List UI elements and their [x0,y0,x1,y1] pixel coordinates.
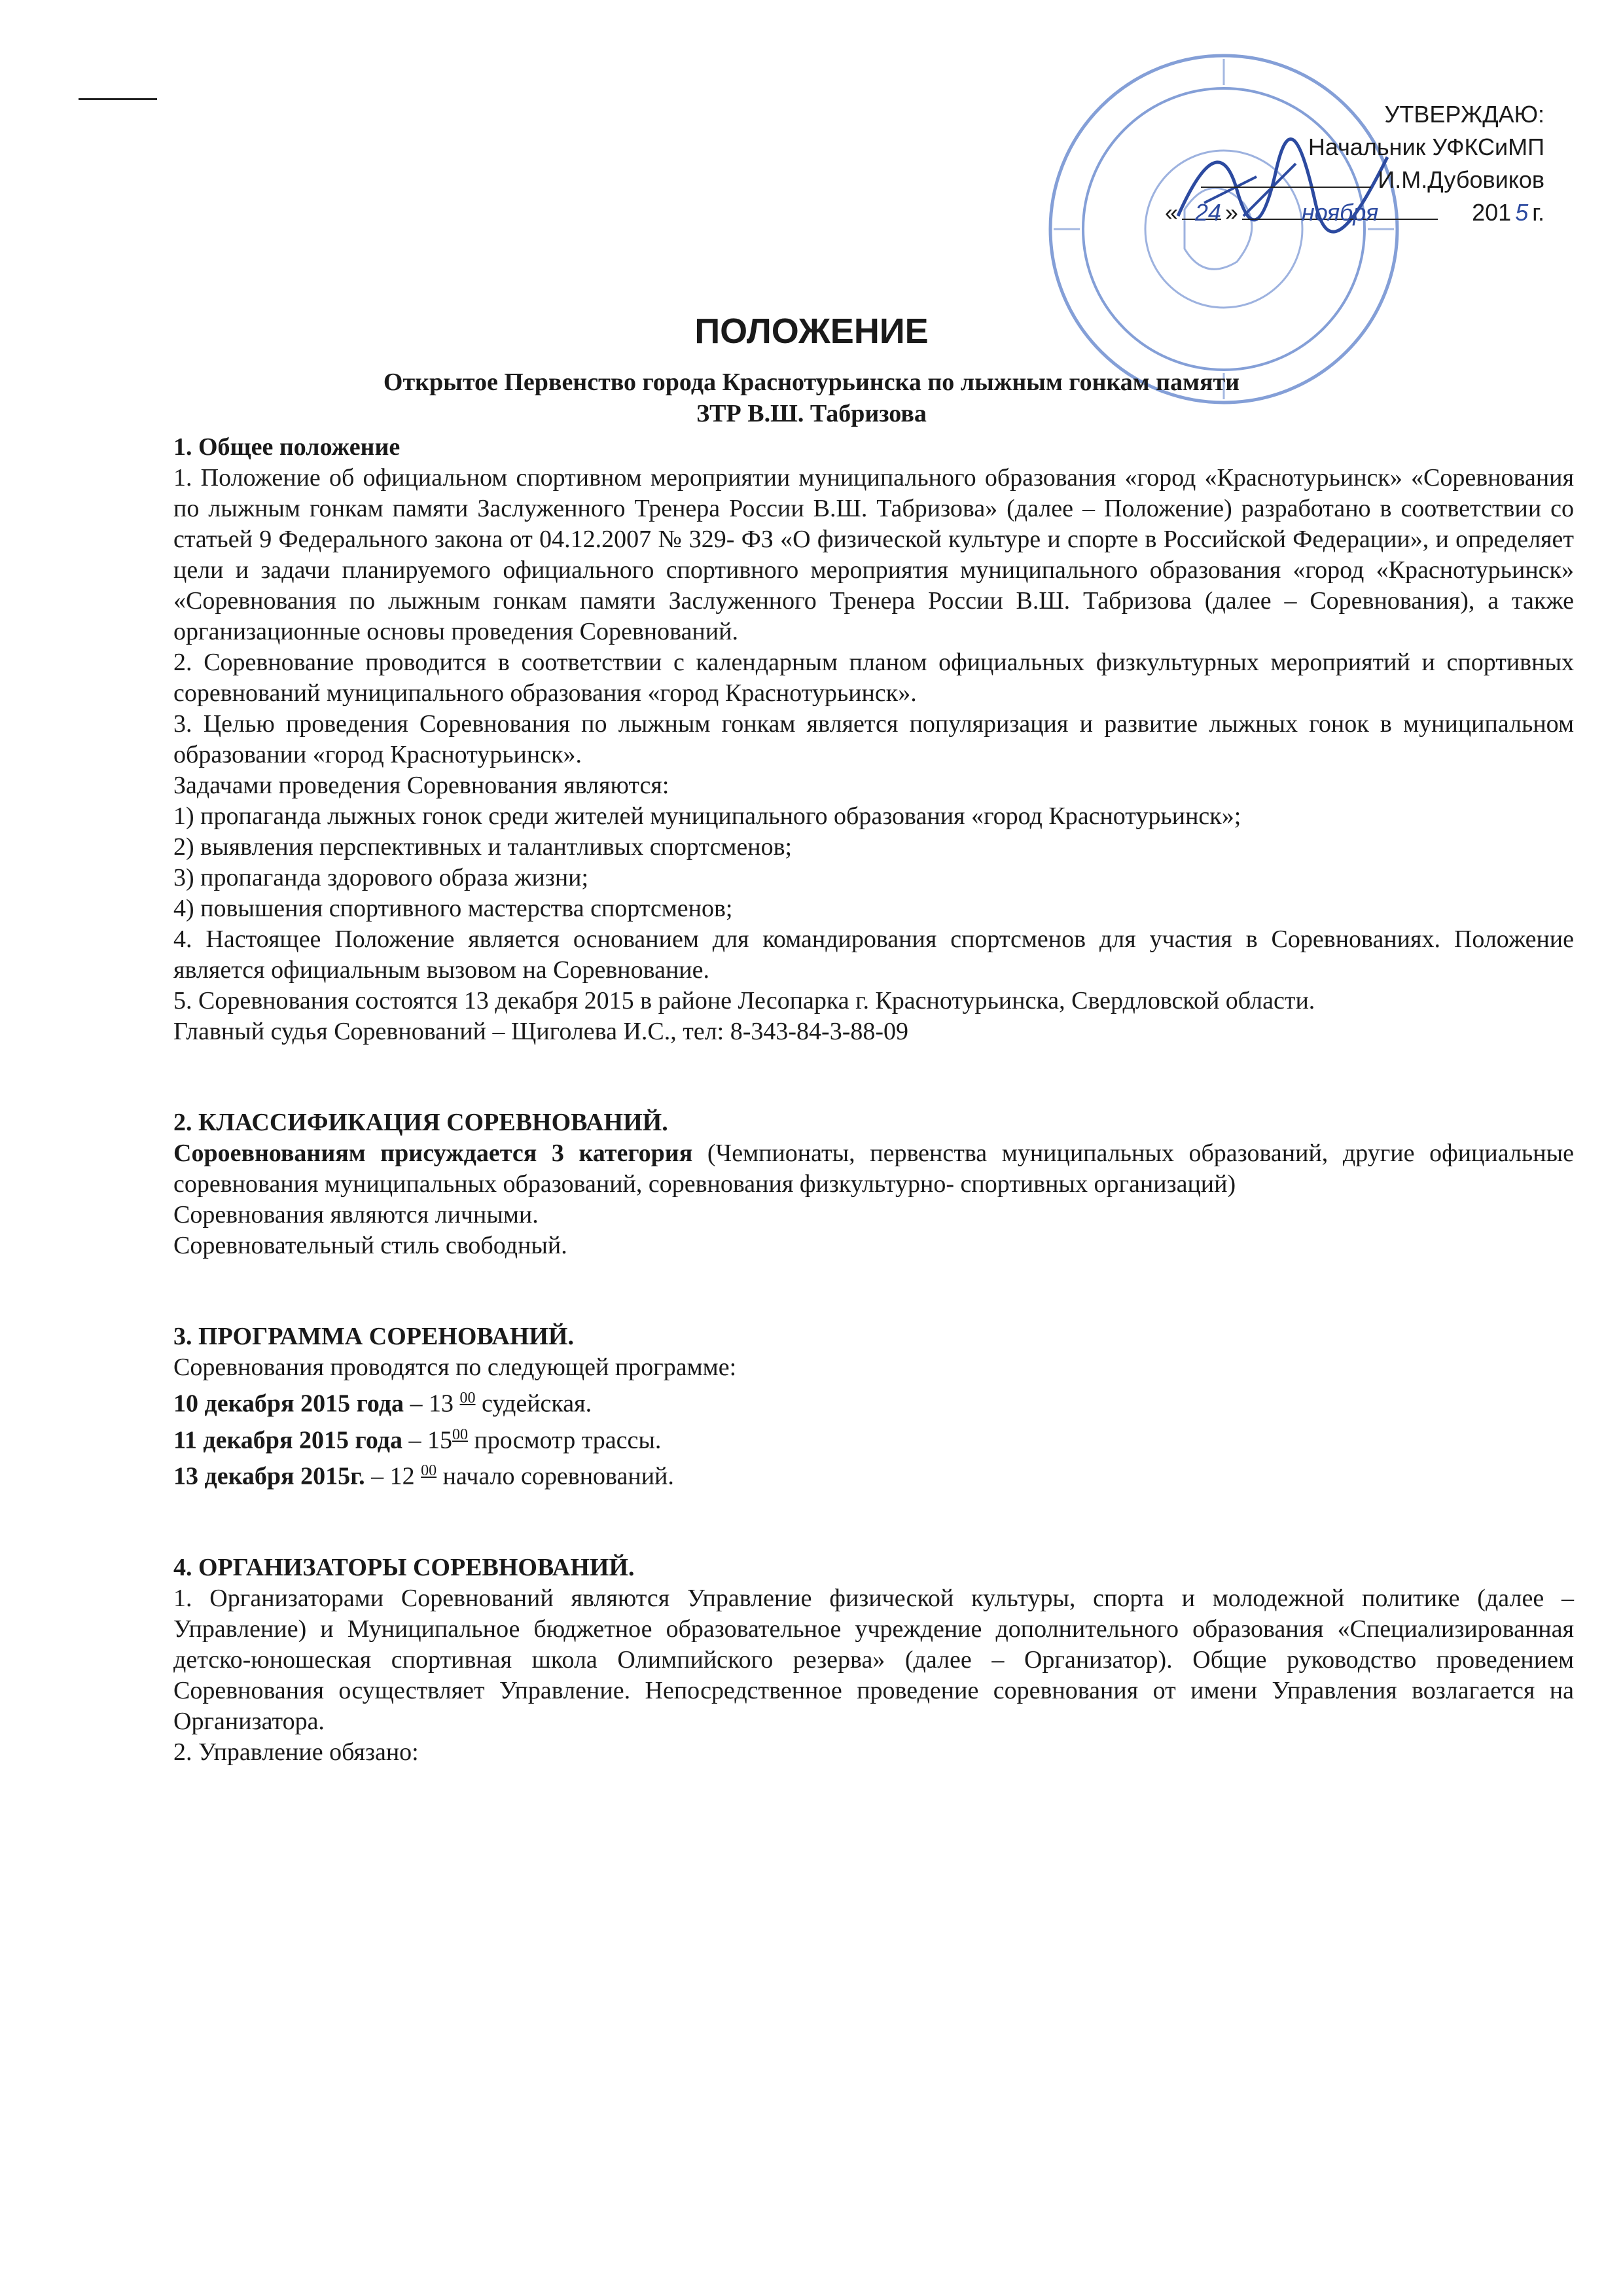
program-text: просмотр трассы. [467,1426,662,1454]
section-1-paragraph-3: 3. Целью проведения Соревнования по лыжным гонкам является популяризация и развитие лыжных гонок в муниципальном образовании «город Краснотурьинск». [173,710,1574,768]
approval-label: УТВЕРЖДАЮ: [1384,101,1544,128]
subtitle-line-2: ЗТР В.Ш. Табризова [696,400,927,427]
section-2-heading: 2. КЛАССИФИКАЦИЯ СОРЕВНОВАНИЙ. [173,1109,668,1136]
section-1-heading: 1. Общее положение [173,433,401,461]
program-date: 11 декабря 2015 года [173,1426,402,1454]
section-1-paragraph-2: 2. Соревнование проводится в соответствии с календарным планом официальных физкультурных мероприятий и спортивных соревнований муниципального образования «город Краснотурьинск». [173,649,1574,707]
approval-name: И.М.Дубовиков [1378,166,1544,193]
section-2-paragraph-3: Соревновательный стиль свободный. [173,1232,567,1259]
task-item-2: 2) выявления перспективных и талантливых спортсменов; [173,833,793,861]
approval-position: Начальник УФКСиМП [1308,134,1544,160]
section-4-paragraph-1: 1. Организаторами Соревнований являются Управление физической культуры, спорта и молодежной политике (далее – Управление) и Муниципальное бюджетное образовательное учреждение дополнительного образования «Специализированная детско-юношеская спортивная школа Олимпийского резерва» (далее – Организатор). Общие руководство проведением Соревнования осуществляет Управление. Непосредственное проведение соревнования от имени Управления возлагается на Организатора. [173,1584,1574,1735]
section-1-paragraph-5: 5. Соревнования состоятся 13 декабря 2015 в районе Лесопарка г. Краснотурьинска, Свердловской области. [173,987,1315,1014]
date-year-unit: г. [1532,199,1544,226]
date-open-quote: « [1165,199,1179,226]
corner-mark [79,98,157,100]
section-2-paragraph-1 [173,1138,1574,1200]
program-intro: Соревнования проводятся по следующей программе: [173,1354,737,1381]
subtitle [0,367,1623,429]
task-item-1: 1) пропаганда лыжных гонок среди жителей муниципального образования «город Краснотурьинск»; [173,802,1241,830]
program-minutes: 00 [421,1462,437,1480]
program-item: 10 декабря 2015 года – 13 $^{00}$ судейская. [173,1390,592,1418]
date-year-prefix: 201 [1472,199,1512,226]
section-1-paragraph-1: 1. Положение об официальном спортивном мероприятии муниципального образования «город «Краснотурьинск» «Соревнования по лыжным гонкам памяти Заслуженного Тренера России В.Ш. Табризова» (далее – Положение) разработано в соответствии со статьей 9 Федерального закона от 04.12.2007 № 329- ФЗ «О физической культуре и спорте в Российской Федерации», и определяет цели и задачи планируемого официального спортивного мероприятия муниципального образования «город «Краснотурьинск» «Соревнования по лыжным гонкам памяти Заслуженного Тренера России В.Ш. Табризова (далее – Соревнования), а также организационные основы проведения Соревнований. [173,464,1574,645]
section-1-tasks-intro: Задачами проведения Соревнования являются: [173,772,669,799]
date-close-quote: » [1224,199,1238,226]
task-item-3: 3) пропаганда здорового образа жизни; [173,864,589,891]
section-4-heading: 4. ОРГАНИЗАТОРЫ СОРЕВНОВАНИЙ. [173,1553,635,1581]
section-4-paragraph-2: 2. Управление обязано: [173,1738,419,1766]
approval-date [1165,196,1544,229]
section-3-heading: 3. ПРОГРАММА СОРЕНОВАНИЙ. [173,1323,574,1350]
chief-judge: Главный судья Соревнований – Щиголева И.С., тел: 8-343-84-3-88-09 [173,1018,909,1045]
subtitle-line-1: Открытое Первенство города Краснотурьинска по лыжным гонкам памяти [383,368,1240,396]
approval-name-line [1165,164,1544,196]
section-2-paragraph-2: Соревнования являются личными. [173,1201,539,1229]
approval-block [1165,98,1544,229]
program-text: начало соревнований. [437,1462,674,1490]
program-minutes: 00 [452,1426,468,1443]
program-date: 13 декабря 2015г. [173,1462,365,1490]
category-label: Сороевнованиям присуждается 3 категория [173,1139,693,1167]
date-month: ноября [1242,196,1438,220]
section-1-paragraph-4: 4. Настоящее Положение является основанием для командирования спортсменов для участия в Соревнованиях. Положение является официальным вызовом на Соревнование. [173,925,1574,984]
date-year-suffix: 5 [1515,199,1529,226]
category-details: (Чемпионаты, первенства муниципальных образований, другие официальные соревнования муниципальных образований, соревнования физкультурно- спортивных организаций) [173,1139,1574,1198]
program-item: 13 декабря 2015г. – 12 $^{00}$ начало соревнований. [173,1462,674,1490]
document-body [173,432,1574,1768]
program-date: 10 декабря 2015 года [173,1390,404,1418]
program-text: судейская. [475,1390,592,1418]
program-minutes: 00 [459,1390,476,1407]
date-day: 24 [1182,196,1221,220]
page-title: ПОЛОЖЕНИЕ [694,312,929,351]
task-item-4: 4) повышения спортивного мастерства спортсменов; [173,895,733,922]
program-item: 11 декабря 2015 года – $15^{00}$ просмотр трассы. [173,1426,662,1454]
